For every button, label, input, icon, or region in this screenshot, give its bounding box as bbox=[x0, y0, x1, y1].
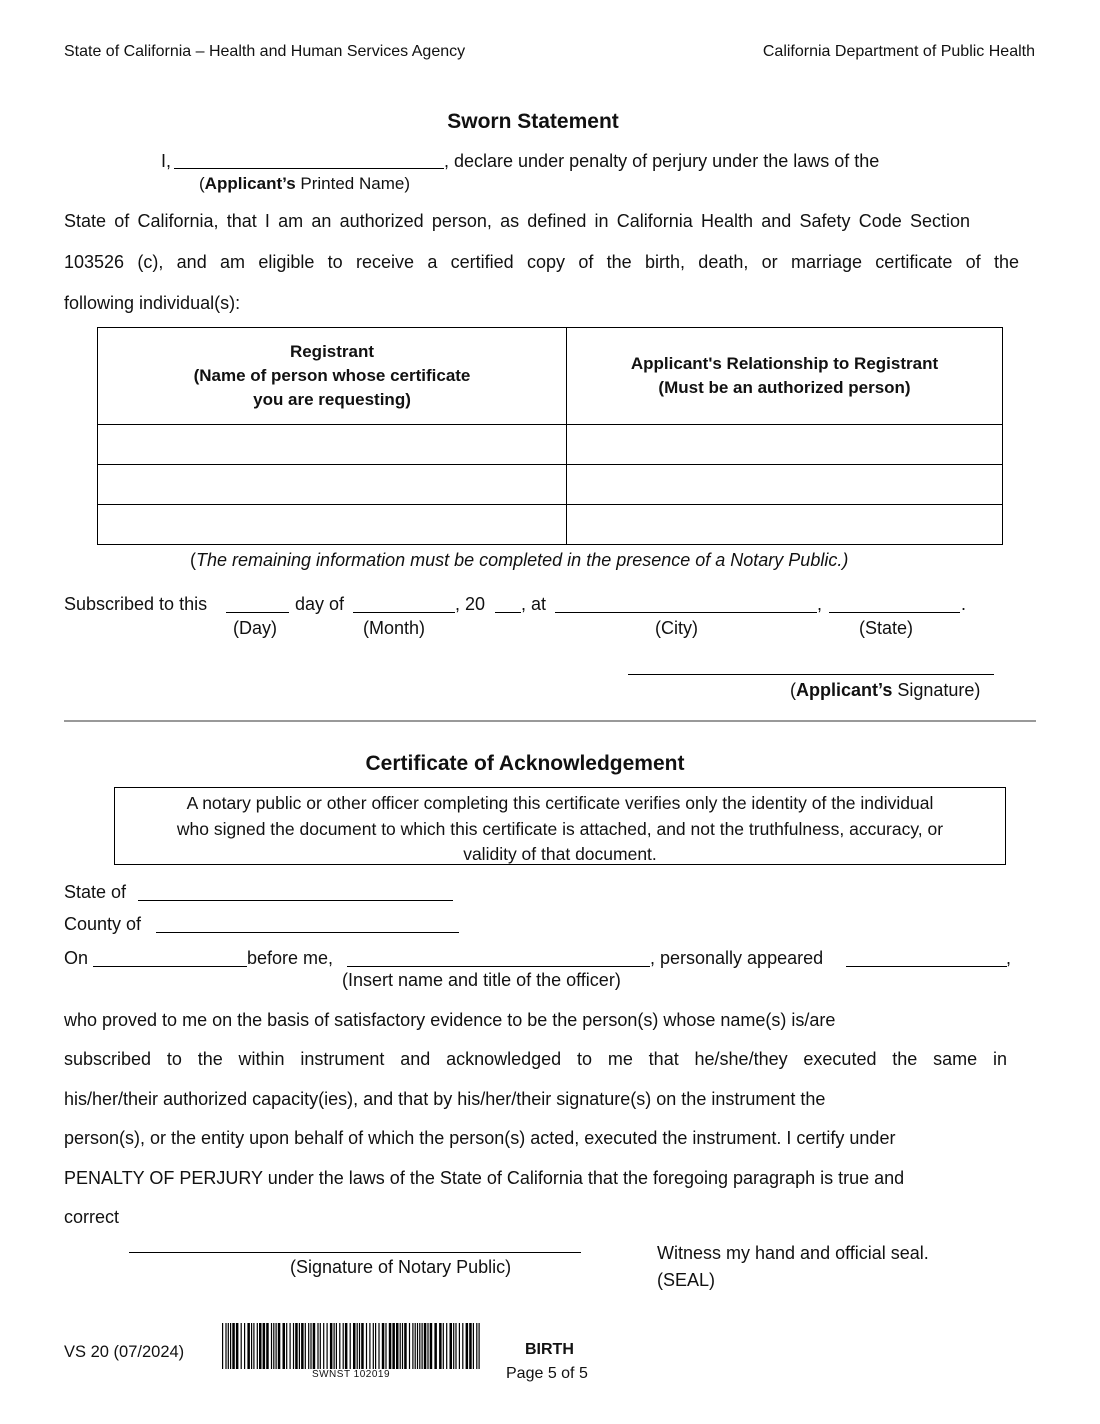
county-of-label: County of bbox=[64, 914, 142, 934]
applicant-signature-field[interactable] bbox=[628, 674, 994, 675]
subscribed-day-field[interactable] bbox=[226, 612, 289, 613]
on-label: On bbox=[64, 948, 89, 968]
ack-paragraph-line4: person(s), or the entity upon behalf of which the person(s) acted, executed the instrument. I certify under bbox=[64, 1128, 896, 1148]
ack-paragraph-line1: who proved to me on the basis of satisfactory evidence to be the person(s) whose name(s) is/are bbox=[64, 1010, 836, 1030]
subscribed-period: . bbox=[961, 594, 967, 614]
barcode-text: SWNST 102019 bbox=[311, 1369, 391, 1380]
department-header: California Department of Public Health bbox=[762, 43, 1035, 60]
section-divider bbox=[64, 720, 1036, 722]
notary-signature-caption: (Signature of Notary Public) bbox=[290, 1257, 512, 1277]
form-id: VS 20 (07/2024) bbox=[64, 1343, 185, 1361]
page-number: Page 5 of 5 bbox=[506, 1365, 588, 1382]
witness-text: Witness my hand and official seal. bbox=[657, 1243, 929, 1263]
subscribed-year-field[interactable] bbox=[495, 612, 521, 613]
subscribed-month-field[interactable] bbox=[353, 612, 455, 613]
relationship-cell-1[interactable] bbox=[567, 425, 1003, 465]
agency-header: State of California – Health and Human Services Agency bbox=[64, 43, 466, 60]
subscribed-twenty: , 20 bbox=[455, 594, 486, 614]
sworn-paragraph-line1: State of California, that I am an authorized person, as defined in California Health and Safety Code Section bbox=[64, 211, 970, 231]
registrant-table bbox=[97, 327, 1003, 545]
applicant-signature-caption: (Applicant’s Signature) bbox=[790, 680, 981, 700]
sworn-line1-prefix: I, bbox=[161, 151, 172, 171]
registrant-column-header: Registrant (Name of person whose certificate you are requesting) bbox=[98, 328, 567, 425]
city-caption: (City) bbox=[655, 618, 698, 638]
state-of-field[interactable] bbox=[138, 900, 453, 901]
officer-caption: (Insert name and title of the officer) bbox=[342, 970, 621, 990]
sworn-line1-suffix: , declare under penalty of perjury under the laws of the bbox=[444, 151, 880, 171]
month-caption: (Month) bbox=[363, 618, 426, 638]
ack-paragraph-line5: PENALTY OF PERJURY under the laws of the State of California that the foregoing paragraph is true and bbox=[64, 1168, 905, 1188]
registrant-name-cell-3[interactable] bbox=[98, 505, 567, 545]
disclaimer-line-2: who signed the document to which this certificate is attached, and not the truthfulness, accuracy, or bbox=[176, 818, 944, 839]
relationship-column-header: Applicant's Relationship to Registrant (Must be an authorized person) bbox=[567, 328, 1003, 425]
county-of-field[interactable] bbox=[156, 932, 459, 933]
ack-paragraph-line3: his/her/their authorized capacity(ies), and that by his/her/their signature(s) on the instrument the bbox=[64, 1089, 826, 1109]
officer-name-title-field[interactable] bbox=[347, 966, 650, 967]
acknowledgement-date-field[interactable] bbox=[93, 966, 247, 967]
state-caption: (State) bbox=[859, 618, 914, 638]
subscribed-comma: , bbox=[817, 594, 823, 614]
seal-text: (SEAL) bbox=[657, 1270, 716, 1290]
day-caption: (Day) bbox=[233, 618, 277, 638]
acknowledgement-title: Certificate of Acknowledgement bbox=[365, 752, 685, 775]
relationship-cell-2[interactable] bbox=[567, 465, 1003, 505]
sworn-statement-title: Sworn Statement bbox=[447, 110, 619, 133]
sworn-paragraph-line2: 103526 (c), and am eligible to receive a certified copy of the birth, death, or marriage certificate of the bbox=[64, 252, 1019, 272]
subscribed-day-of: day of bbox=[295, 594, 345, 614]
applicant-printed-name-field[interactable] bbox=[174, 168, 444, 169]
notary-disclaimer-box bbox=[114, 787, 1006, 865]
subscribed-state-field[interactable] bbox=[829, 612, 960, 613]
relationship-cell-3[interactable] bbox=[567, 505, 1003, 545]
appeared-person-field[interactable] bbox=[846, 966, 1007, 967]
sworn-paragraph-line3: following individual(s): bbox=[64, 293, 241, 313]
applicant-name-caption: (Applicant’s Printed Name) bbox=[199, 174, 410, 193]
subscribed-city-field[interactable] bbox=[555, 612, 817, 613]
notary-signature-field[interactable] bbox=[129, 1252, 581, 1253]
disclaimer-line-3: validity of that document. bbox=[463, 844, 657, 864]
subscribed-at: , at bbox=[521, 594, 547, 614]
state-of-label: State of bbox=[64, 882, 127, 902]
registrant-name-cell-1[interactable] bbox=[98, 425, 567, 465]
disclaimer-line-1: A notary public or other officer completing this certificate verifies only the identity of the individual bbox=[186, 793, 934, 813]
before-me-label: before me, bbox=[247, 948, 334, 968]
subscribed-prefix: Subscribed to this bbox=[64, 594, 208, 614]
notary-presence-note: (The remaining information must be completed in the presence of a Notary Public.) bbox=[190, 550, 849, 570]
trailing-comma: , bbox=[1006, 948, 1012, 968]
personally-appeared-label: , personally appeared bbox=[650, 948, 824, 968]
ack-paragraph-line2: subscribed to the within instrument and acknowledged to me that he/she/they executed the same in bbox=[64, 1049, 1007, 1069]
certificate-type: BIRTH bbox=[525, 1341, 574, 1358]
barcode-icon bbox=[222, 1323, 480, 1369]
ack-paragraph-line6: correct bbox=[64, 1207, 120, 1227]
registrant-name-cell-2[interactable] bbox=[98, 465, 567, 505]
